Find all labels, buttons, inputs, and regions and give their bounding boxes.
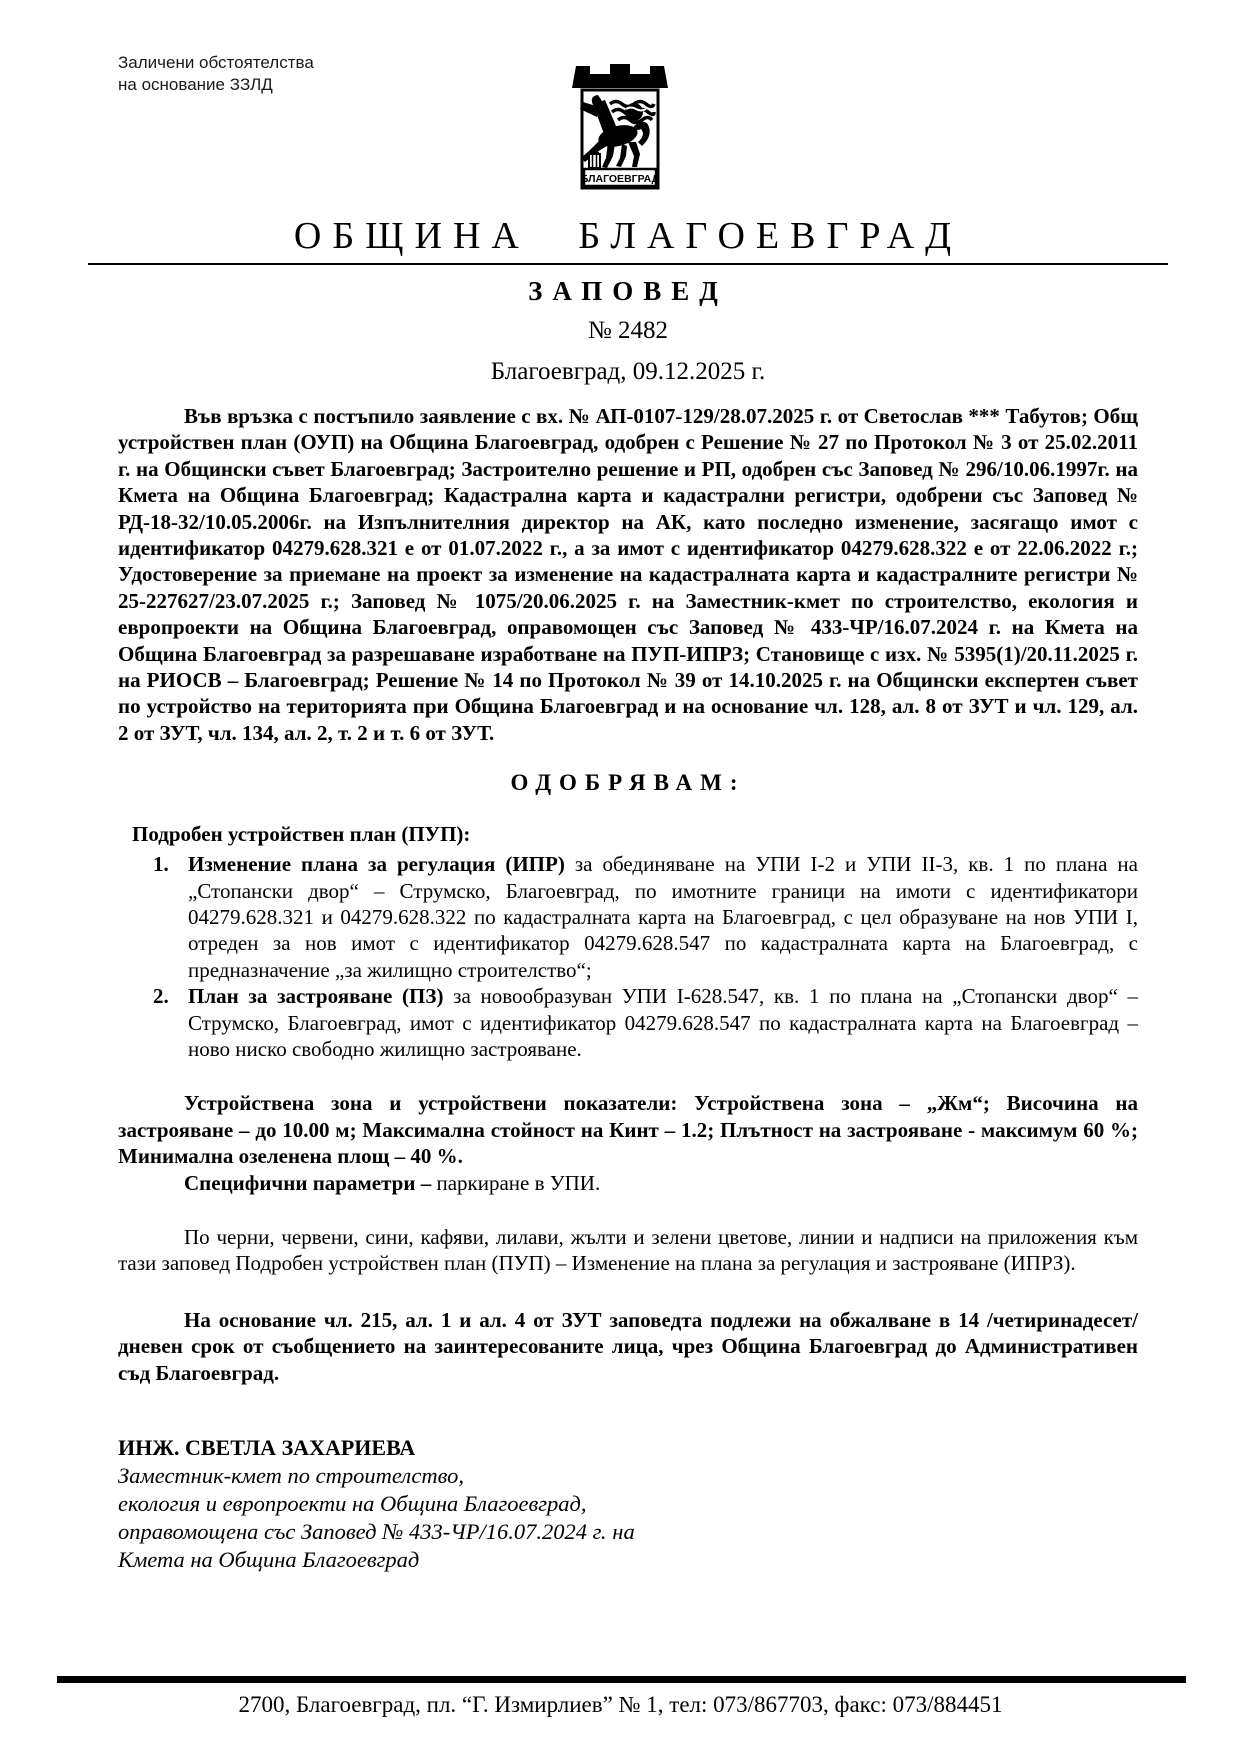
redaction-note-line1: Заличени обстоятелства (118, 53, 314, 72)
list-item-number: 1. (153, 852, 169, 877)
redaction-note-line2: на основание ЗЗЛД (118, 75, 273, 95)
signature-title-line: Кмета на Община Благоевград (118, 1547, 420, 1572)
document-number: № 2482 (587, 317, 669, 344)
list-item-text: за новообразуван УПИ I-628.547, кв. 1 по плана на „Стопански двор“ – Струмско, Благоевград, имот с идентификатор 04279.628.547 по кадастралната карта на Благоевград – ново ниско свободно жилищно застрояване. (188, 984, 1138, 1061)
signature-title-line: оправомощена със Заповед № 433-ЧР/16.07.2024 г. на (118, 1519, 635, 1544)
specific-parameters-line (118, 1170, 1138, 1196)
specific-parameters-text: паркиране в УПИ. (431, 1170, 601, 1195)
intro-paragraph: Във връзка с постъпило заявление с вх. № АП-0107-129/28.07.2025 г. от Светослав *** Табутов; Общ устройствен план (ОУП) на Община Благоевград, одобрен с Решение № 27 по Протокол № 3 от 25.02.2011 г. на Общински съвет Благоевград; Застроително решение и РП, одобрен със Заповед № 296/10.06.1997г. на Кмета на Община Благоевград; Кадастрална карта и кадастрални регистри, одобрени със Заповед № РД-18-32/10.05.2006г. на Изпълнителния директор на АК, като последно изменение, засягащо имот с идентификатор 04279.628.321 е от 01.07.2022 г., а за имот с идентификатор 04279.628.322 е от 22.06.2022 г.; Удостоверение за приемане на проект за изменение на кадастралната карта и кадастралните регистри № 25-227627/23.07.2025 г.; Заповед № 1075/20.06.2025 г. на Заместник-кмет по строителство, екология и европроекти на Община Благоевград, оправомощен със Заповед № 433-ЧР/16.07.2024 г. на Кмета на Община Благоевград за разрешаване изработване на ПУП-ИПРЗ; Становище с изх. № 5395(1)/20.11.2025 г. на РИОСВ – Благоевград; Решение № 14 по Протокол № 39 от 14.10.2025 г. на Общински експертен съвет по устройство на територията при Община Благоевград и на основание чл. 128, ал. 8 от ЗУТ и чл. 129, ал. 2 от ЗУТ, чл. 134, ал. 2, т. 2 и т. 6 от ЗУТ. (118, 404, 1138, 745)
colors-paragraph: По черни, червени, сини, кафяви, лилави, жълти и зелени цветове, линии и надписи на приложения към тази заповед Подробен устройствен план (ПУП) – Изменение на плана за регулация и застрояване (ИПРЗ). (118, 1224, 1138, 1276)
footer-address: 2700, Благоевград, пл. “Г. Измирлиев” № 1, тел: 073/867703, факс: 073/884451 (238, 1692, 1003, 1717)
zone-parameters-paragraph: Устройствена зона и устройствени показатели: Устройствена зона – „Жм“; Височина на застрояване – до 10.00 м; Максимална стойност на Кинт – 1.2; Плътност на застрояване - максимум 60 %; Минимална озеленена площ – 40 %. (118, 1091, 1138, 1169)
logo-caption: БЛАГОЕВГРАД (580, 173, 660, 185)
footer-divider (57, 1676, 1186, 1683)
list-item (118, 851, 1138, 983)
signature-block (118, 1434, 1138, 1574)
appeal-paragraph: На основание чл. 215, ал. 1 и ал. 4 от ЗУТ заповедта подлежи на обжалване в 14 /четиринадесет/ дневен срок от съобщението на заинтересованите лица, чрез Община Благоевград до Административен съд Благоевград. (118, 1307, 1138, 1385)
specific-parameters-lead: Специфични параметри – (184, 1170, 432, 1195)
municipality-title: ОБЩИНА БЛАГОЕВГРАД (293, 215, 963, 257)
list-item-text: за обединяване на УПИ I-2 и УПИ II-3, кв. 1 по плана на „Стопански двор“ – Струмско, Благоевград, по имотните граници на имоти с идентификатори 04279.628.321 и 04279.628.322 по кадастралната карта на Благоевград, с цел образуване на нов УПИ I, отреден за нов имот с идентификатор 04279.628.547 по кадастралната карта на Благоевград, с предназначение „за жилищно строителство“; (188, 852, 1138, 982)
redaction-note (118, 52, 314, 96)
ordered-list (118, 851, 1138, 1062)
list-item (118, 983, 1138, 1062)
list-item-lead: План за застрояване (ПЗ) (188, 984, 444, 1009)
header-divider (88, 263, 1168, 265)
approve-heading: ОДОБРЯВАМ: (510, 770, 746, 796)
pup-heading: Подробен устройствен план (ПУП): (132, 821, 471, 846)
signature-title-line: Заместник-кмет по строителство, (118, 1463, 465, 1488)
place-and-date: Благоевград, 09.12.2025 г. (490, 358, 766, 385)
document-type-heading: ЗАПОВЕД (528, 276, 728, 306)
signature-name: ИНЖ. СВЕТЛА ЗАХАРИЕВА (118, 1435, 416, 1460)
list-item-lead: Изменение плана за регулация (ИПР) (188, 852, 565, 877)
document-body (118, 214, 1138, 1574)
signature-title-line: екология и европроекти на Община Благоевград, (118, 1491, 587, 1516)
blagoevgrad-coat-of-arms-icon (566, 62, 674, 197)
list-item-number: 2. (153, 984, 169, 1009)
